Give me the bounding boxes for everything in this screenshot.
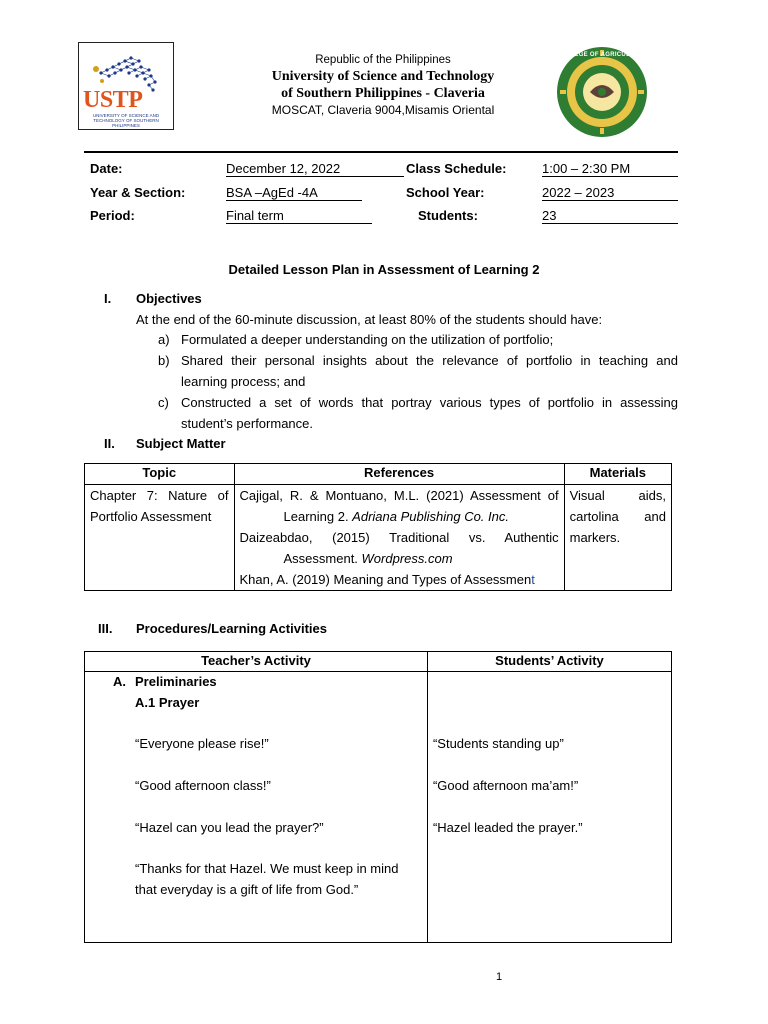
procedures-heading: Procedures/Learning Activities xyxy=(136,621,327,636)
objective-a-text: Formulated a deeper understanding on the utilization of portfolio; xyxy=(181,332,554,347)
student-line-2: “Good afternoon ma’am!” xyxy=(432,778,579,793)
reference-2-line1: Daizeabdao, (2015) Traditional vs. Authentic xyxy=(239,530,559,545)
teacher-line-1: “Everyone please rise!” xyxy=(135,736,269,751)
period-label: Period: xyxy=(90,208,135,223)
period-value: Final term xyxy=(226,208,372,224)
objectives-heading: Objectives xyxy=(136,291,202,306)
subject-matter-heading: Subject Matter xyxy=(136,436,226,451)
teacher-closing-line1: “Thanks for that Hazel. We must keep in mind xyxy=(135,861,399,876)
school-year-label: School Year: xyxy=(406,185,485,200)
objective-c-marker: c) xyxy=(158,395,169,410)
students-label: Students: xyxy=(418,208,478,223)
date-label: Date: xyxy=(90,161,123,176)
materials-header: Materials xyxy=(564,464,671,485)
ustp-logo-subtext: UNIVERSITY OF SCIENCE AND TECHNOLOGY OF SOUTHERN PHILIPPINES xyxy=(92,113,160,128)
preliminaries-marker: A. xyxy=(113,674,126,689)
students-value: 23 xyxy=(542,208,678,224)
teacher-line-2: “Good afternoon class!” xyxy=(135,778,271,793)
seal-text: COLLEGE OF AGRICULTURE xyxy=(556,52,648,58)
topic-header: Topic xyxy=(85,464,235,485)
objective-b-line1: Shared their personal insights about the relevance of portfolio in teaching and xyxy=(181,353,678,368)
lesson-plan-title: Detailed Lesson Plan in Assessment of Learning 2 xyxy=(228,262,540,277)
college-seal-graphic xyxy=(556,46,648,138)
objective-a-marker: a) xyxy=(158,332,170,347)
objectives-numeral: I. xyxy=(104,291,112,306)
references-cell xyxy=(234,485,564,591)
year-section-label: Year & Section: xyxy=(90,185,186,200)
reference-1-publisher: Adriana Publishing Co. Inc. xyxy=(352,509,509,524)
references-header: References xyxy=(234,464,564,485)
reference-2-publisher: Wordpress.com xyxy=(361,551,453,566)
subject-matter-table xyxy=(84,463,672,591)
top-rule xyxy=(84,151,678,153)
class-schedule-label: Class Schedule: xyxy=(406,161,507,176)
students-activity-header: Students’ Activity xyxy=(427,652,671,672)
student-line-1: “Students standing up” xyxy=(432,736,564,751)
objective-c-line1: Constructed a set of words that portray various types of portfolio in assessing xyxy=(181,395,678,410)
year-section-value: BSA –AgEd -4A xyxy=(226,185,362,201)
procedures-table xyxy=(84,651,672,943)
preliminaries-heading: Preliminaries xyxy=(135,674,217,689)
reference-3 xyxy=(240,569,559,590)
ustp-logo xyxy=(78,42,174,130)
class-schedule-value: 1:00 – 2:30 PM xyxy=(542,161,678,177)
teacher-activity-cell xyxy=(85,672,428,943)
procedures-numeral: III. xyxy=(98,621,113,636)
reference-2-line2 xyxy=(240,548,559,569)
reference-3-plain: Khan, A. (2019) Meaning and Types of Assessmen xyxy=(239,572,532,587)
materials-line1: Visual aids, xyxy=(569,488,666,503)
reference-3-tail: t xyxy=(531,572,535,587)
page-number: 1 xyxy=(496,971,503,983)
subject-matter-numeral: II. xyxy=(104,436,115,451)
topic-cell xyxy=(85,485,235,591)
university-line2: of Southern Philippines - Claveria xyxy=(281,86,485,101)
address-line: MOSCAT, Claveria 9004,Misamis Oriental xyxy=(271,103,495,117)
reference-1-line1: Cajigal, R. & Montuano, M.L. (2021) Assessment of xyxy=(239,488,559,503)
university-line1: University of Science and Technology xyxy=(271,69,495,84)
students-activity-cell xyxy=(427,672,671,943)
teacher-activity-header: Teacher’s Activity xyxy=(85,652,428,672)
reference-1-line2 xyxy=(240,506,559,527)
ustp-logo-text: USTP xyxy=(83,87,143,113)
student-line-3: “Hazel leaded the prayer.” xyxy=(432,820,583,835)
teacher-line-3: “Hazel can you lead the prayer?” xyxy=(135,820,324,835)
topic-line2: Portfolio Assessment xyxy=(90,509,212,524)
objective-b-marker: b) xyxy=(158,353,170,368)
objective-c-line2: student’s performance. xyxy=(181,416,313,431)
college-seal xyxy=(556,46,648,138)
reference-2-plain: Assessment. xyxy=(283,551,362,566)
teacher-closing-line2: that everyday is a gift of life from God.” xyxy=(135,882,359,897)
objective-b-line2: learning process; and xyxy=(181,374,306,389)
reference-1-plain: Learning 2. xyxy=(283,509,353,524)
republic-line: Republic of the Philippines xyxy=(315,54,451,66)
materials-cell xyxy=(564,485,671,591)
materials-line3: markers. xyxy=(569,530,621,545)
school-year-value: 2022 – 2023 xyxy=(542,185,678,201)
prayer-heading: A.1 Prayer xyxy=(135,695,200,710)
date-value: December 12, 2022 xyxy=(226,161,404,177)
materials-line2: cartolina and xyxy=(569,509,666,524)
topic-line1: Chapter 7: Nature of xyxy=(90,488,229,503)
objectives-intro: At the end of the 60-minute discussion, at least 80% of the students should have: xyxy=(136,312,603,327)
